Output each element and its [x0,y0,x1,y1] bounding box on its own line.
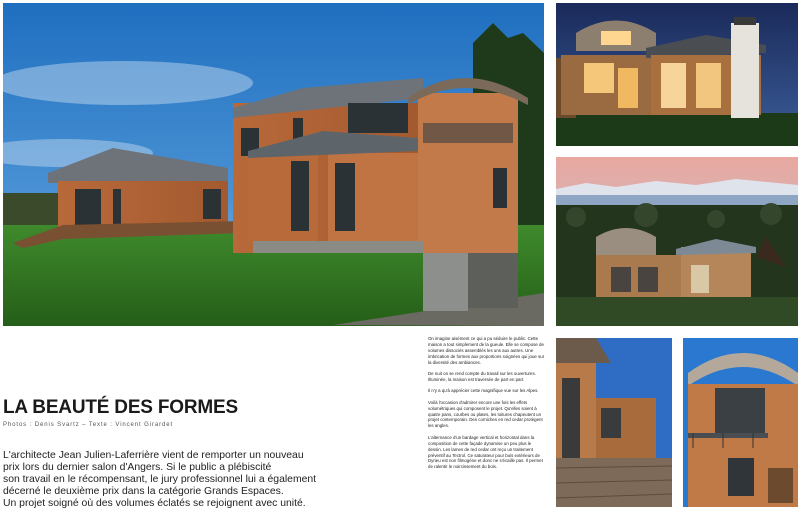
caption-paragraph: L'alternance d'un bardage vertical et horizontal dans la composition de cette façade dynamise un peu plus le dessin. Les lames de red cedar ont reçu un traitement préventif au Tectrol. Ce saturateur pour bois extérieurs de Dyrieu est non filmogène et donc ne s'écaille pas. Il permet de ralentir le noircissement du bois. [428,434,543,470]
photo-credits: Photos : Denis Svartz – Texte : Vincent Girardet [3,422,174,428]
alps-view-photo [556,157,798,326]
intro-line: prix lors du dernier salon d'Angers. Si le public a plébiscité [3,462,272,473]
terrace-photo [556,338,672,507]
caption-paragraph: Il n'y a qu'à apprécier cette magnifique vue sur les Alpes. [428,388,539,394]
night-house-photo [556,3,798,146]
article-title: LA BEAUTÉ DES FORMES [3,397,238,418]
caption-column [428,336,546,476]
intro-line: Un projet soigné où des volumes éclatés se rejoignent avec unité. [3,498,306,509]
curved-roof-photo [683,338,798,507]
intro-line: décerné le deuxième prix dans la catégorie Grands Espaces. [3,486,284,497]
caption-paragraph: Voilà l'occasion d'admirer encore une fois les effets volumétriques qui composent le projet. Qu'elles soient à quatre pans, courbes ou plates, les toitures chapeutent un projet contemporain. Des corniches en red cedar protègent les angles. [428,399,543,429]
caption-paragraph: On imagine aisément ce qui a pu séduire le public. Cette maison a tout simplement de la gueule. Elle se compose de volumes dissociés assemblés les uns aux autres. Une imbrication de formes aux proportions soignées qui joue sur la diversité des ambiances. [428,336,545,365]
intro-line: L'architecte Jean Julien-Laferrière vient de remporter un nouveau [3,450,304,461]
intro-line: son travail en le récompensant, le jury professionnel lui a également [3,474,317,485]
caption-paragraph: De nuit on se rend compte du travail sur les ouvertures. Illuminée, la maison est traversée de part en part. [428,371,536,382]
article-intro [3,450,317,510]
hero-photo [3,3,544,326]
